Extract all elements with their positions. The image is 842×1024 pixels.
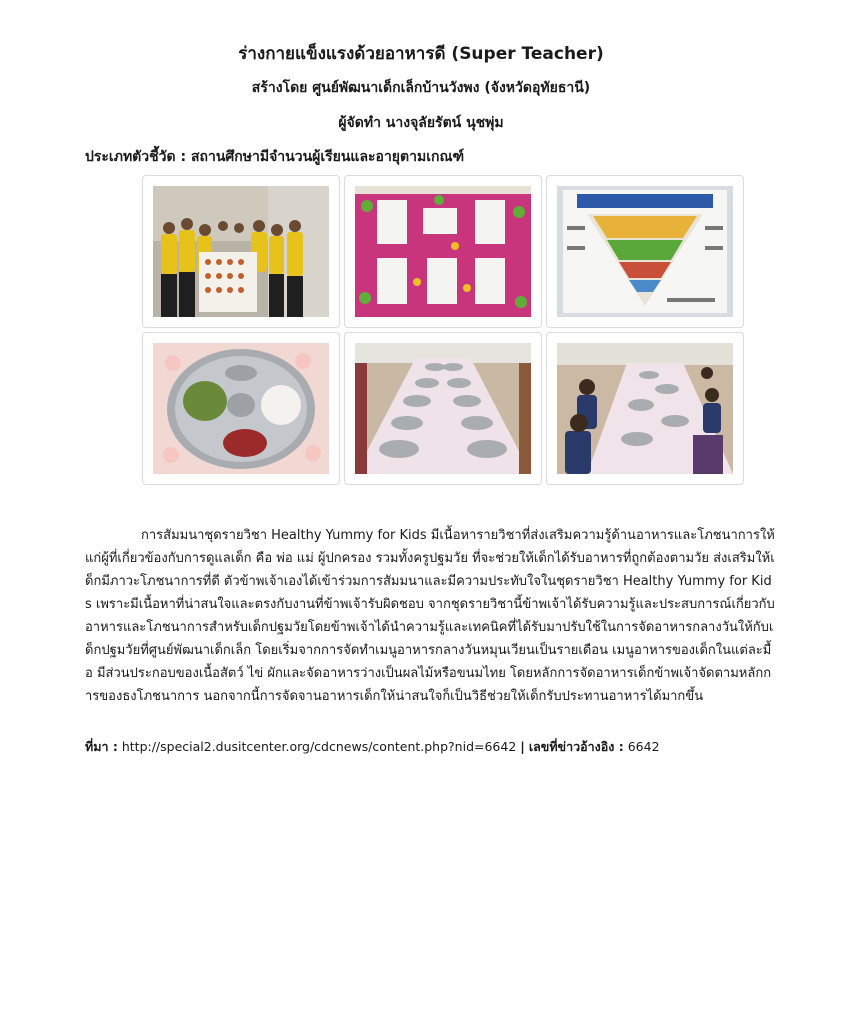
gallery-photo-lunch-table[interactable] (344, 332, 542, 485)
gallery-photo-bulletin-board[interactable] (344, 175, 542, 328)
author: ผู้จัดทำ นางจุลัยรัตน์ นุชพุ่ม (338, 115, 504, 131)
source-line (85, 737, 660, 757)
bulletin-board-image (355, 186, 531, 317)
children-eating-image (557, 343, 733, 474)
source-url-link[interactable]: http://special2.dusitcenter.org/cdcnews/content.php?nid=6642 (121, 739, 517, 754)
article-body: การสัมมนาชุดรายวิชา Healthy Yummy for Kids มีเนื้อหารายวิชาที่ส่งเสริมความรู้ด้านอาหารและโภชนาการให้แก่ผู้ที่เกี่ยวข้องกับการดูแลเด็ก คือ พ่อ แม่ ผู้ปกครอง รวมทั้งครูปฐมวัย ที่จะช่วยให้เด็กได้รับอาหารที่ถูกต้องตามวัย ส่งเสริมให้เด็กมีภาวะโภชนาการที่ดี ตัวข้าพเจ้าเองได้เข้าร่วมการสัมมนาและมีความประทับใจในชุดรายวิชา Healthy Yummy for Kids เพราะมีเนื้อหาที่น่าสนใจและตรงกับงานที่ข้าพเจ้ารับผิดชอบ จากชุดรายวิชานี้ข้าพเจ้าได้รับความรู้และประสบการณ์เกี่ยวกับอาหารและโภชนาการสำหรับเด็กปฐมวัยโดยข้าพเจ้าได้นำความรู้และเทคนิคที่ได้รับมาปรับใช้ในการจัดอาหารกลางวันให้กับเด็กปฐมวัยที่ศูนย์พัฒนาเด็กเล็ก โดยเริ่มจากการจัดทำเมนูอาหารกลางวันหมุนเวียนเป็นรายเดือน เมนูอาหารของเด็กในแต่ละมื้อ มีส่วนประกอบของเนื้อสัตว์ ไข่ ผักและจัดอาหารว่างเป็นผลไม้หรือขนมไทย โดยหลักการจัดอาหารเด็กข้าพเจ้าจัดตามหลักการของธงโภชนาการ นอกจากนี้การจัดจานอาหารเด็กให้น่าสนใจก็เป็นวิธีช่วยให้เด็กรับประทานอาหารได้มากขึ้น (85, 528, 775, 704)
gallery-photo-teachers[interactable] (142, 175, 340, 328)
nutrition-flag-image (557, 186, 733, 317)
created-by: สร้างโดย ศูนย์พัฒนาเด็กเล็กบ้านวังพง (จังหวัดอุทัยธานี) (251, 80, 591, 96)
gallery-photo-children-eating[interactable] (546, 332, 744, 485)
page-title: ร่างกายแข็งแรงด้วยอาหารดี (Super Teacher) (238, 44, 604, 64)
reference-label: เลขที่ข่าวอ้างอิง : (528, 739, 624, 754)
indicator-value: สถานศึกษามีจำนวนผู้เรียนและอายุตามเกณฑ์ (190, 149, 465, 165)
gallery-photo-food-tray[interactable] (142, 332, 340, 485)
food-tray-image (153, 343, 329, 474)
lunch-table-image (355, 343, 531, 474)
teachers-group-image (153, 186, 329, 317)
indicator-type (85, 146, 464, 168)
source-separator: | (520, 739, 525, 754)
gallery-photo-nutrition-flag[interactable] (546, 175, 744, 328)
reference-number: 6642 (627, 739, 660, 754)
indicator-label: ประเภทตัวชี้วัด : (85, 149, 187, 165)
photo-gallery (142, 175, 746, 489)
source-label: ที่มา : (85, 739, 118, 754)
